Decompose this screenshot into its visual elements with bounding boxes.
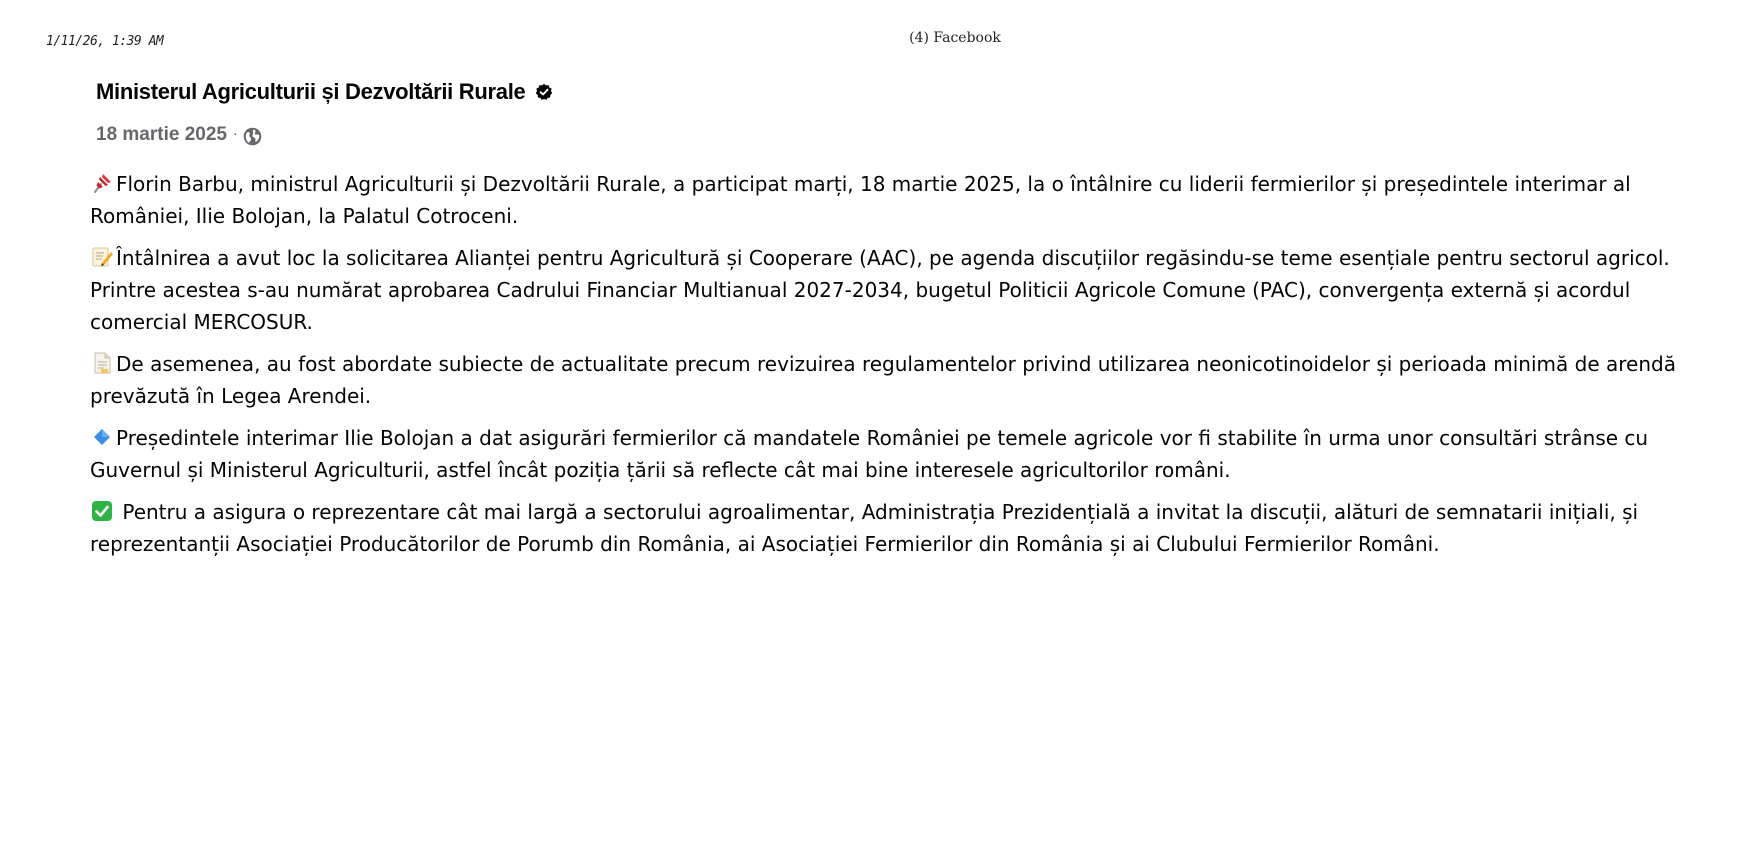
- verified-badge-icon: [535, 83, 553, 101]
- post-meta-row: [96, 122, 1690, 148]
- post-paragraph: [90, 496, 1690, 560]
- globe-icon[interactable]: [243, 127, 262, 146]
- memo-icon: [90, 245, 114, 269]
- paragraph-text: Florin Barbu, ministrul Agriculturii și Dezvoltării Rurale, a participat marți, 18 martie 2025, la o întâlnire cu liderii fermierilor și președintele interimar al României, Ilie Bolojan, la Palatul Cotroceni.: [90, 172, 1631, 228]
- paragraph-text: De asemenea, au fost abordate subiecte de actualitate precum revizuirea regulamentelor privind utilizarea neonicotinoidelor și perioada minimă de arendă prevăzută în Legea Arendei.: [90, 352, 1676, 408]
- print-header: [0, 30, 1752, 50]
- paragraph-text: Întâlnirea a avut loc la solicitarea Alianței pentru Agricultură și Cooperare (AAC), pe agenda discuțiilor regăsindu-se teme esențiale pentru sectorul agricol. Printre acestea s-au numărat aprobarea Cadrului Financiar Multianual 2027-2034, bugetul Politicii Agricole Comune (PAC), convergența externă și acordul comercial MERCOSUR.: [90, 246, 1670, 334]
- blue-diamond-icon: [90, 425, 114, 449]
- post-paragraph: [90, 242, 1690, 338]
- pushpin-icon: [90, 171, 114, 195]
- post-paragraph: [90, 168, 1690, 232]
- post-date[interactable]: 18 martie 2025: [96, 124, 227, 145]
- document-icon: [90, 351, 114, 375]
- meta-separator: ·: [233, 127, 238, 143]
- paragraph-text: Președintele interimar Ilie Bolojan a dat asigurări fermierilor că mandatele României pe temele agricole vor fi stabilite în urma unor consultări strânse cu Guvernul și Ministerul Agriculturii, astfel încât poziția țării să reflecte cât mai bine interesele agricultorilor români.: [90, 426, 1649, 482]
- facebook-post: [90, 76, 1690, 570]
- post-body: [90, 168, 1690, 560]
- post-paragraph: [90, 422, 1690, 486]
- print-page-title: (4) Facebook: [909, 30, 1001, 46]
- check-mark-icon: [90, 499, 114, 523]
- print-timestamp: 1/11/26, 1:39 AM: [46, 34, 164, 49]
- post-author-name[interactable]: Ministerul Agriculturii și Dezvoltării Rurale: [96, 79, 526, 104]
- post-author-row: [96, 76, 1690, 108]
- paragraph-text: Pentru a asigura o reprezentare cât mai largă a sectorului agroalimentar, Administrația Prezidențială a invitat la discuții, alături de semnatarii inițiali, și reprezentanții Asociației Producătorilor de Porumb din România, ai Asociației Fermierilor din România și ai Clubului Fermierilor Români.: [90, 500, 1639, 556]
- post-paragraph: [90, 348, 1690, 412]
